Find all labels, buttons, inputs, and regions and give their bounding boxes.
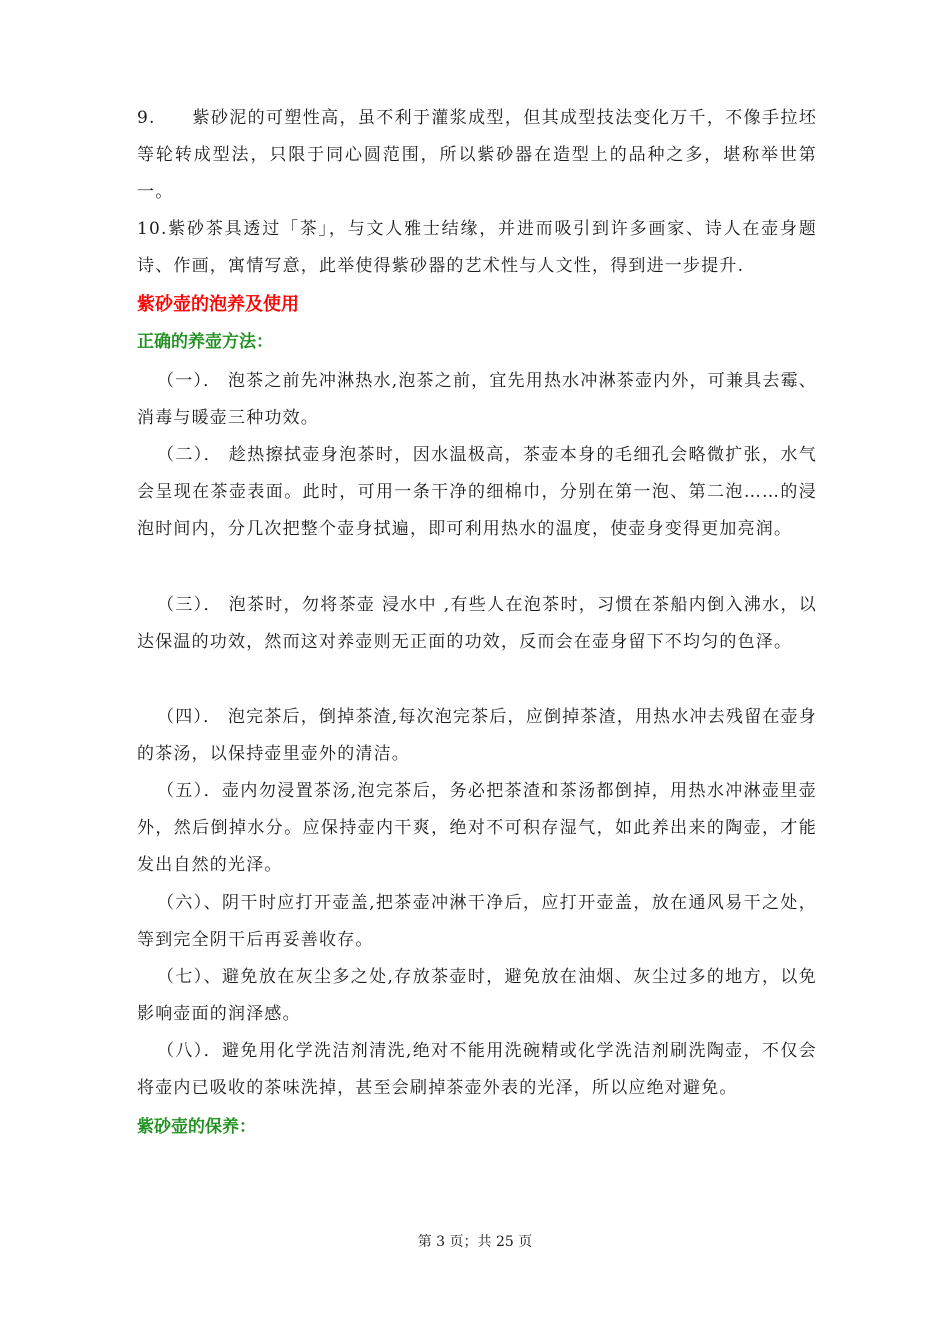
paragraph-item-10: 10.紫砂茶具透过「茶」，与文人雅士结缘，并进而吸引到许多画家、诗人在壶身题诗、作画，寓情写意，此举使得紫砂器的艺术性与人文性，得到进一步提升. bbox=[137, 219, 817, 276]
paragraph-item-9: 9. 紫砂泥的可塑性高，虽不利于灌浆成型，但其成型技法变化万千，不像手拉坯等轮转成型法，只限于同心圆范围，所以紫砂器在造型上的品种之多，堪称举世第一。 bbox=[137, 108, 817, 202]
method-item-3: （三）． 泡茶时，勿将茶壶 浸水中 ,有些人在泡茶时，习惯在茶船内倒入沸水，以达保温的功效，然而这对养壶则无正面的功效，反而会在壶身留下不均匀的色泽。 bbox=[137, 595, 817, 652]
method-item-7: （七）、避免放在灰尘多之处,存放茶壶时，避免放在油烟、灰尘过多的地方，以免影响壶面的润泽感。 bbox=[137, 967, 817, 1024]
method-item-4: （四）． 泡完茶后，倒掉茶渣,每次泡完茶后，应倒掉茶渣，用热水冲去残留在壶身的茶汤，以保持壶里壶外的清洁。 bbox=[137, 707, 817, 764]
method-item-8: （八）．避免用化学洗洁剂清洗,绝对不能用洗碗精或化学洗洁剂刷洗陶壶，不仅会将壶内已吸收的茶味洗掉，甚至会刷掉茶壶外表的光泽，所以应绝对避免。 bbox=[137, 1041, 817, 1098]
subheading-care-methods: 正确的养壶方法： bbox=[137, 332, 273, 352]
subheading-maintenance: 紫砂壶的保养： bbox=[137, 1117, 256, 1137]
method-item-5: （五）．壶内勿浸置茶汤,泡完茶后，务必把茶渣和茶汤都倒掉，用热水冲淋壶里壶外，然后倒掉水分。应保持壶内干爽，绝对不可积存湿气，如此养出来的陶壶，才能发出自然的光泽。 bbox=[137, 781, 817, 875]
page-footer: 第 3 页；共 25 页 bbox=[417, 1234, 533, 1250]
method-item-1: （一）． 泡茶之前先冲淋热水,泡茶之前，宜先用热水冲淋茶壶内外，可兼具去霉、消毒与暖壶三种功效。 bbox=[137, 371, 817, 428]
method-item-2: （二）． 趁热擦拭壶身泡茶时，因水温极高，茶壶本身的毛细孔会略微扩张，水气会呈现在茶壶表面。此时，可用一条干净的细棉巾，分别在第一泡、第二泡……的浸泡时间内，分几次把整个壶身拭遍，即可利用热水的温度，使壶身变得更加亮润。 bbox=[137, 445, 817, 539]
section-title: 紫砂壶的泡养及使用 bbox=[137, 294, 299, 315]
method-item-6: （六）、阴干时应打开壶盖,把茶壶冲淋干净后，应打开壶盖，放在通风易干之处，等到完全阴干后再妥善收存。 bbox=[137, 893, 817, 950]
